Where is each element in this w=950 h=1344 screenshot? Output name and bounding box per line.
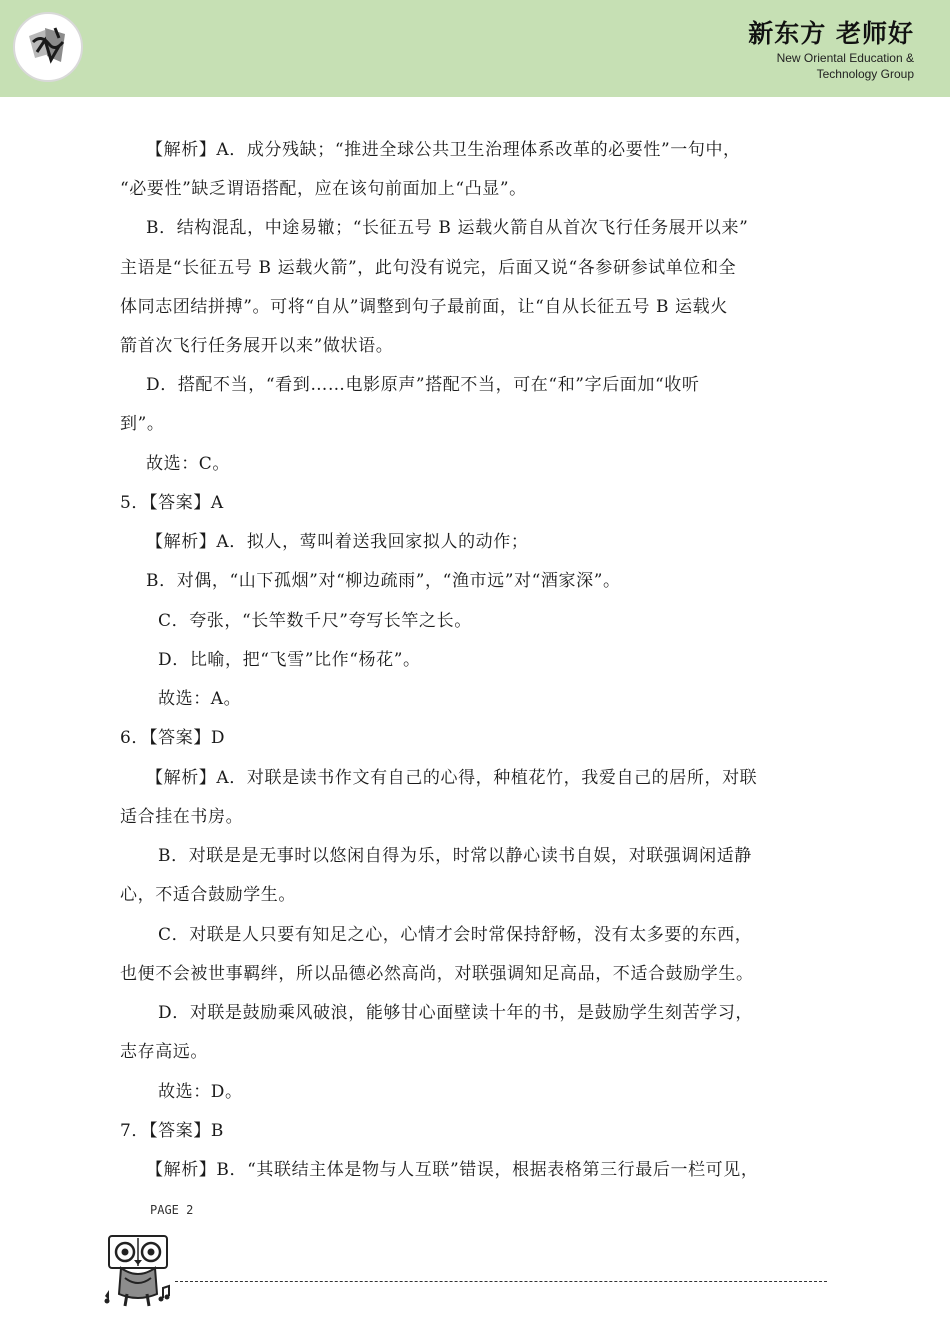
brand-subtitle-line-1: New Oriental Education & [776,51,914,65]
text-line: 体同志团结拼搏”。可将“自从”调整到句子最前面，让“自从长征五号 B 运载火 [120,297,728,317]
text-line: 适合挂在书房。 [120,807,244,827]
new-oriental-logo-icon [13,12,83,82]
text-line: 【解析】A．成分残缺；“推进全球公共卫生治理体系改革的必要性”一句中， [146,140,741,160]
answer-heading: 5．【答案】A [120,493,224,513]
answer-heading: 6．【答案】D [120,728,226,748]
text-line: 心，不适合鼓励学生。 [120,885,296,905]
text-line: C．夸张，“长竿数千尺”夸写长竿之长。 [158,611,472,631]
text-line: 志存高远。 [120,1042,208,1062]
text-line: C．对联是人只要有知足之心，心情才会时常保持舒畅，没有太多要的东西， [158,925,753,945]
text-line: 到”。 [120,414,165,434]
page-header [0,0,950,97]
page-number: PAGE 2 [150,1203,194,1217]
brand-title: 新东方 老师好 [748,19,914,48]
text-line: D．比喻，把“飞雪”比作“杨花”。 [158,650,421,670]
text-line: 【解析】A．拟人，莺叫着送我回家拟人的动作； [146,532,529,552]
text-line: 箭首次飞行任务展开以来”做状语。 [120,336,394,356]
text-line: B．结构混乱，中途易辙；“长征五号 B 运载火箭自从首次飞行任务展开以来” [146,218,749,238]
text-line: D．搭配不当，“看到……电影原声”搭配不当，可在“和”字后面加“收听 [146,375,700,395]
text-line: 也便不会被世事羁绊，所以品德必然高尚，对联强调知足高品，不适合鼓励学生。 [120,964,754,984]
text-line: 故选：A。 [158,689,242,709]
text-line: 故选：D。 [158,1082,243,1102]
text-line: B．对联是是无事时以悠闲自得为乐，时常以静心读书自娱，对联强调闲适静 [158,846,752,866]
text-line: 【解析】A．对联是读书作文有自己的心得，种植花竹，我爱自己的居所，对联 [146,768,758,788]
brand-subtitle [777,50,914,82]
footer-divider [175,1281,827,1282]
text-line: 故选：C。 [146,454,231,474]
text-line: 【解析】B．“其联结主体是物与人互联”错误，根据表格第三行最后一栏可见， [146,1160,759,1180]
text-line: B．对偶，“山下孤烟”对“柳边疏雨”，“渔市远”对“酒家深”。 [146,571,621,591]
text-line: 主语是“长征五号 B 运载火箭”，此句没有说完，后面又说“各参研参试单位和全 [120,258,737,278]
brand-subtitle-line-2: Technology Group [816,67,914,81]
text-line: “必要性”缺乏谓语搭配，应在该句前面加上“凸显”。 [120,179,527,199]
owl-mascot-icon [103,1232,173,1314]
answer-heading: 7．【答案】B [120,1121,225,1141]
text-line: D．对联是鼓励乘风破浪，能够甘心面壁读十年的书，是鼓励学生刻苦学习， [158,1003,754,1023]
